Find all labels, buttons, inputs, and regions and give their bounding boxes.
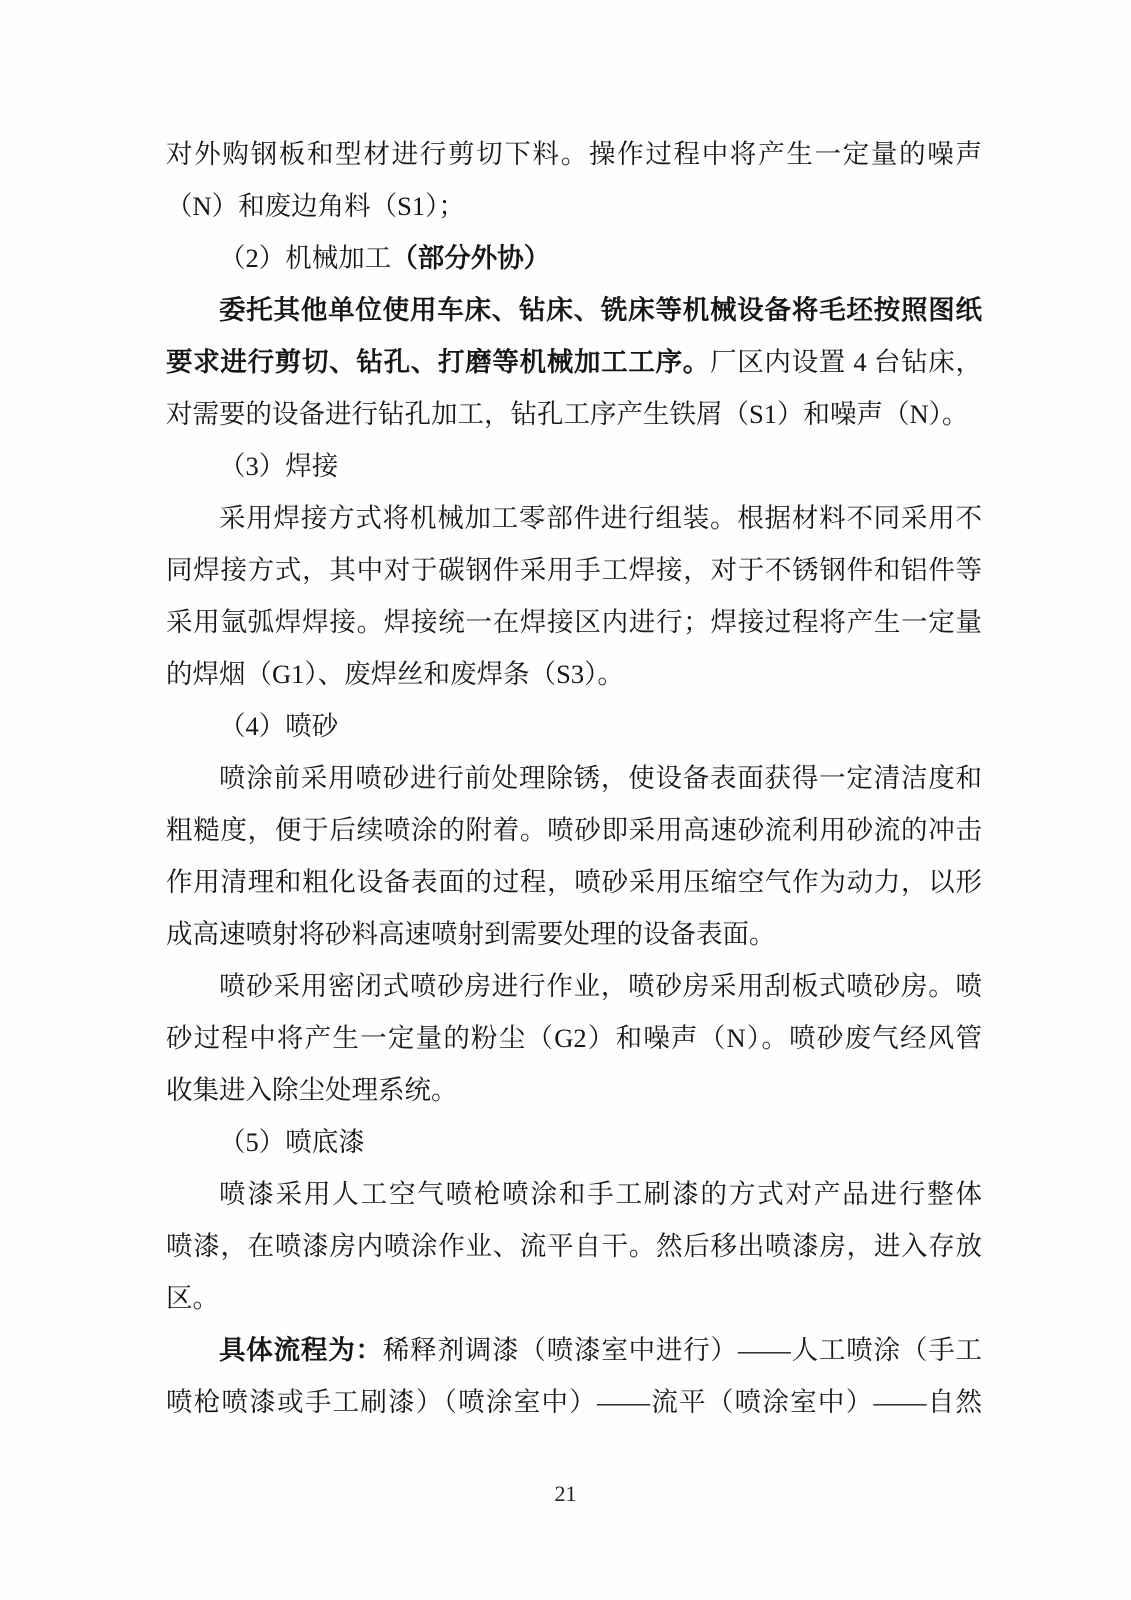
text-segment: 采用焊接方式将机械加工零部件进行组装。根据材料不同采用不 (219, 503, 982, 533)
text-segment: 稀释剂调漆（喷漆室中进行）——人工喷涂（手工 (382, 1335, 982, 1365)
text-segment: 粗糙度，便于后续喷涂的附着。喷砂即采用高速砂流利用砂流的冲击 (166, 815, 982, 845)
text-segment: （5）喷底漆 (219, 1127, 365, 1157)
text-segment: 喷漆，在喷漆房内喷涂作业、流平自干。然后移出喷漆房，进入存放 (166, 1231, 982, 1261)
text-line (166, 1376, 982, 1428)
text-segment: 喷漆采用人工空气喷枪喷涂和手工刷漆的方式对产品进行整体 (219, 1179, 982, 1209)
text-line (166, 856, 982, 908)
text-line (166, 492, 982, 544)
text-segment: 喷涂前采用喷砂进行前处理除锈，使设备表面获得一定清洁度和 (219, 763, 982, 793)
text-segment: 喷砂采用密闭式喷砂房进行作业，喷砂房采用刮板式喷砂房。喷 (219, 971, 982, 1001)
text-segment: 成高速喷射将砂料高速喷射到需要处理的设备表面。 (166, 919, 776, 949)
text-segment: 砂过程中将产生一定量的粉尘（G2）和噪声（N）。喷砂废气经风管 (166, 1023, 982, 1053)
text-segment: 同焊接方式，其中对于碳钢件采用手工焊接，对于不锈钢件和铝件等 (166, 555, 982, 585)
text-segment: 喷枪喷漆或手工刷漆）（喷涂室中）——流平（喷涂室中）——自然 (166, 1387, 982, 1417)
text-line (166, 908, 982, 960)
text-segment: （3）焊接 (219, 451, 339, 481)
text-line (166, 180, 982, 232)
text-segment-bold: 要求进行剪切、钻孔、打磨等机械加工工序。 (166, 347, 710, 377)
document-body (166, 128, 982, 1428)
text-segment: 的焊烟（G1）、废焊丝和废焊条（S3）。 (166, 659, 624, 689)
text-segment: 厂区内设置 4 台钻床， (710, 347, 982, 377)
text-line (166, 440, 982, 492)
text-segment-bold: 委托其他单位使用车床、钻床、铣床等机械设备将毛坯按照图纸 (219, 295, 982, 325)
text-line (166, 1324, 982, 1376)
text-segment: 采用氩弧焊焊接。焊接统一在焊接区内进行；焊接过程将产生一定量 (166, 607, 982, 637)
text-segment: 对需要的设备进行钻孔加工，钻孔工序产生铁屑（S1）和噪声（N）。 (166, 399, 969, 429)
text-line (166, 804, 982, 856)
page-number: 21 (554, 1481, 577, 1506)
text-line (166, 544, 982, 596)
text-line (166, 596, 982, 648)
text-line (166, 1116, 982, 1168)
text-segment: 收集进入除尘处理系统。 (166, 1075, 458, 1105)
text-segment: 区。 (166, 1283, 219, 1313)
text-line (166, 1220, 982, 1272)
text-line (166, 1064, 982, 1116)
text-segment-bold: 具体流程为： (219, 1335, 383, 1365)
text-line (166, 232, 982, 284)
text-line (166, 1168, 982, 1220)
text-line (166, 960, 982, 1012)
text-line (166, 128, 982, 180)
text-segment: （4）喷砂 (219, 711, 339, 741)
text-line (166, 752, 982, 804)
text-segment: （N）和废边角料（S1）； (166, 191, 465, 221)
text-segment: 作用清理和粗化设备表面的过程，喷砂采用压缩空气作为动力，以形 (166, 867, 982, 897)
text-segment-bold: （部分外协） (391, 243, 551, 273)
text-line (166, 1272, 982, 1324)
text-segment: 对外购钢板和型材进行剪切下料。操作过程中将产生一定量的噪声 (166, 139, 982, 169)
text-line (166, 336, 982, 388)
text-line (166, 700, 982, 752)
text-line (166, 284, 982, 336)
text-line (166, 388, 982, 440)
text-line (166, 1012, 982, 1064)
text-line (166, 648, 982, 700)
text-segment: （2）机械加工 (219, 243, 392, 273)
